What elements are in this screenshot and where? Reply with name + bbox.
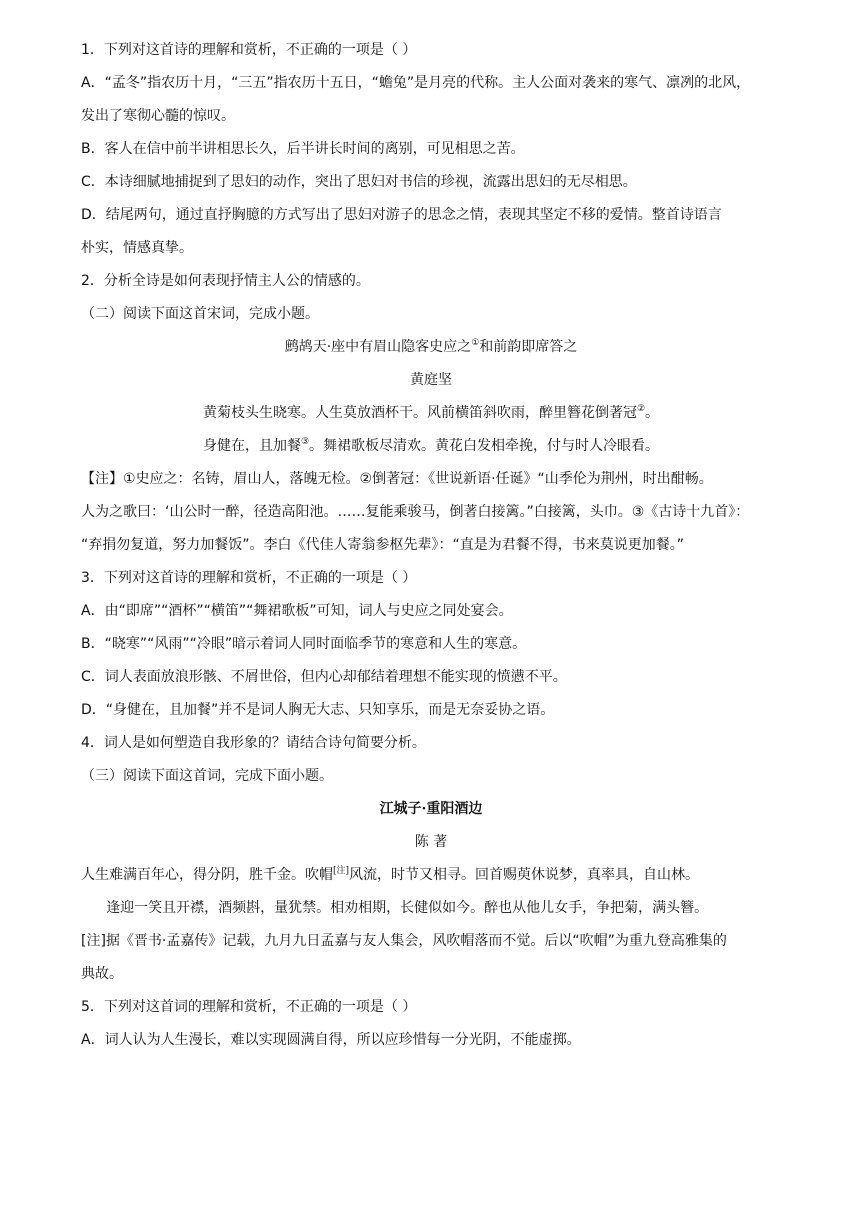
poem1-note-line1: 【注】①史应之：名铸，眉山人，落魄无检。②倒著冠：《世说新语·任诞》“山季伦为荆州，时出酣畅。 [81,471,713,487]
poem1-title [81,331,781,364]
poem2-line1 [81,859,781,892]
poem1-line1 [81,397,781,430]
q1-option-c: C．本诗细腻地捕捉到了思妇的动作，突出了思妇对书信的珍视，流露出思妇的无尽相思。 [81,174,637,190]
q1-option-b: B．客人在信中前半讲相思长久，后半讲长时间的离别，可见相思之苦。 [81,141,525,157]
poem1-line2-text-b: 。舞裙歌板尽清欢。黄花白发相牵挽，付与时人冷眼看。 [309,438,660,454]
poem1-author: 黄庭坚 [410,372,452,388]
section2-intro: （二）阅读下面这首宋词，完成小题。 [81,306,319,322]
poem2-title: 江城子·重阳酒边 [379,801,483,817]
document-page [81,34,781,1057]
q5-stem: 5．下列对这首词的理解和赏析，不正确的一项是（ ） [81,999,417,1015]
poem2-line2: 逢迎一笑且开襟，酒频斟，量犹禁。相劝相期，长健似如今。醉也从他儿女手，争把菊，满头簪。 [106,900,709,916]
q4-stem: 4．词人是如何塑造自我形象的？请结合诗句简要分析。 [81,735,426,751]
poem1-line2-note-mark: ③ [300,437,310,447]
q1-option-a-line2: 发出了寒彻心髓的惊叹。 [81,108,235,124]
q1-stem: 1．下列对这首诗的理解和赏析，不正确的一项是（ ） [81,42,417,58]
poem2-line1-text-a: 人生难满百年心，得分阴，胜千金。吹帽 [81,867,333,883]
q3-option-a: A．由“即席”“酒杯”“横笛”“舞裙歌板”可知，词人与史应之同处宴会。 [81,603,513,619]
poem1-title-text-a: 鹧鸪天·座中有眉山隐客史应之 [284,339,472,355]
q1-option-a-line1: A．“孟冬”指农历十月，“三五”指农历十五日，“蟾兔”是月亮的代称。主人公面对袭来的寒气、凛冽的北风， [81,75,751,91]
q5-option-a: A．词人认为人生漫长，难以实现圆满自得，所以应珍惜每一分光阴，不能虚掷。 [81,1032,581,1048]
poem1-note-line2: 人为之歌曰：‘山公时一醉，径造高阳池。……复能乘骏马，倒著白接篱。”白接篱，头巾。③《古诗十九首》： [81,504,750,520]
section3-intro: （三）阅读下面这首词，完成下面小题。 [81,768,333,784]
poem2-note-line2: 典故。 [81,966,123,982]
poem1-note-line3: “弃捐勿复道，努力加餐饭”。李白《代佳人寄翁参枢先辈》：“直是为君餐不得，书来莫说更加餐。” [81,537,685,553]
poem2-note-line1: [注]据《晋书·孟嘉传》记载，九月九日孟嘉与友人集会，风吹帽落而不觉。后以“吹帽”为重九登高雅集的 [81,933,727,949]
poem1-line2 [81,430,781,463]
poem1-line1-text-a: 黄菊枝头生晓寒。人生莫放酒杯干。风前横笛斜吹雨，醉里簪花倒著冠 [202,405,637,421]
q3-option-d: D．“身健在，且加餐”并不是词人胸无大志、只知享乐，而是无奈妥协之语。 [81,702,555,718]
q3-option-c: C．词人表面放浪形骸、不屑世俗，但内心却郁结着理想不能实现的愤懑不平。 [81,669,567,685]
q2-stem: 2．分析全诗是如何表现抒情主人公的情感的。 [81,273,370,289]
q3-stem: 3．下列对这首诗的理解和赏析，不正确的一项是（ ） [81,570,417,586]
poem1-line1-text-b: 。 [645,405,660,421]
poem1-line2-text-a: 身健在，且加餐 [202,438,301,454]
poem2-author: 陈 著 [414,834,448,850]
q1-option-d-line2: 朴实，情感真挚。 [81,240,193,256]
q1-option-d-line1: D．结尾两句，通过直抒胸臆的方式写出了思妇对游子的思念之情，表现其坚定不移的爱情。整首诗语言 [81,207,722,223]
poem2-line1-text-b: 风流，时节又相寻。回首赐萸休说梦，真率具，自山林。 [349,867,700,883]
poem2-line1-note-mark: [注] [333,866,350,876]
q3-option-b: B．“晓寒”“风雨”“冷眼”暗示着词人同时面临季节的寒意和人生的寒意。 [81,636,527,652]
poem1-title-text-b: 和前韵即席答之 [479,339,578,355]
poem1-line1-note-mark: ② [636,404,646,414]
poem1-title-note-mark: ① [471,338,480,348]
